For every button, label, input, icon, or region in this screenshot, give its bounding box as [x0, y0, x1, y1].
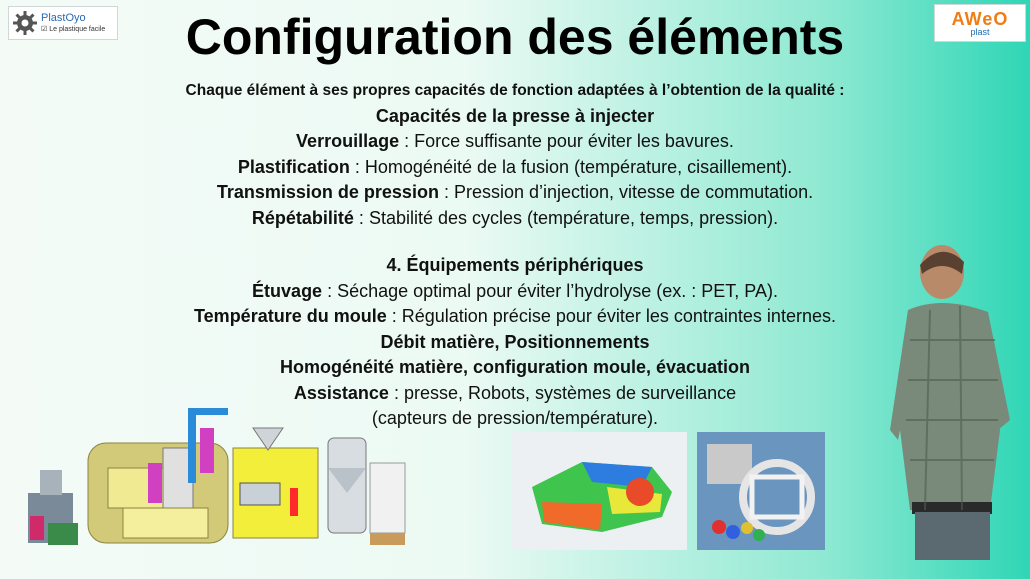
- item-desc: Séchage optimal pour éviter l’hydrolyse (ex. : PET, PA).: [337, 280, 778, 301]
- logo-right-brand: AWeO: [951, 8, 1009, 29]
- slide-content: [90, 78, 940, 432]
- item-term: Verrouillage: [296, 131, 400, 151]
- homogeneite-line: Homogénéité matière, configuration moule, évacuation: [279, 357, 751, 377]
- mold-flow-simulation-image: [512, 432, 687, 550]
- item-term: Étuvage: [252, 280, 323, 301]
- item-desc: Force suffisante pour éviter les bavures.: [414, 131, 734, 151]
- presenter-photo: [870, 240, 1030, 560]
- item-desc: Régulation précise pour éviter les contraintes internes.: [401, 306, 836, 326]
- debit-line: Débit matière, Positionnements: [380, 331, 650, 352]
- intro-text: Chaque élément à ses propres capacités de fonction adaptées à l’obtention de la qualité :: [185, 82, 845, 99]
- item-term: Assistance: [293, 382, 389, 403]
- logo-tagline-text: Le plastique facile: [49, 26, 106, 33]
- item-term: Température du moule: [194, 306, 387, 326]
- slide-title: Configuration des éléments: [185, 9, 845, 65]
- item-sep: :: [386, 306, 402, 326]
- assistance-line-2: (capteurs de pression/température).: [371, 408, 659, 428]
- press-heading: Capacités de la presse à injecter: [375, 105, 655, 126]
- logo-right-sub: plast: [970, 26, 990, 37]
- item-desc: Pression d’injection, vitesse de commutation.: [453, 182, 814, 202]
- item-sep: :: [399, 131, 415, 151]
- item-term: Transmission de pression: [216, 182, 439, 202]
- item-term: Répétabilité: [251, 207, 354, 228]
- logo-brand: PlastOyo: [41, 12, 86, 24]
- item-sep: :: [349, 156, 365, 177]
- press-item: [90, 155, 940, 181]
- item-desc: Stabilité des cycles (température, temps, pression).: [368, 207, 779, 228]
- item-desc: presse, Robots, systèmes de surveillance: [403, 382, 737, 403]
- press-item: [90, 129, 940, 155]
- spacer: [90, 231, 940, 253]
- item-sep: :: [438, 182, 454, 202]
- item-sep: :: [353, 207, 369, 228]
- press-item: [90, 180, 940, 206]
- periph-item: [90, 304, 940, 330]
- press-item: [90, 206, 940, 232]
- item-sep: :: [322, 280, 338, 301]
- item-term: Plastification: [237, 156, 350, 177]
- periph-heading: 4. Équipements périphériques: [386, 255, 644, 275]
- logo-tagline: ☑ Le plastique facile: [41, 26, 106, 33]
- periph-item: [90, 279, 940, 305]
- plastic-parts-image: [697, 432, 825, 550]
- injection-machine-illustration: [28, 388, 408, 558]
- item-desc: Homogénéité de la fusion (température, cisaillement).: [364, 156, 793, 177]
- item-sep: :: [388, 382, 404, 403]
